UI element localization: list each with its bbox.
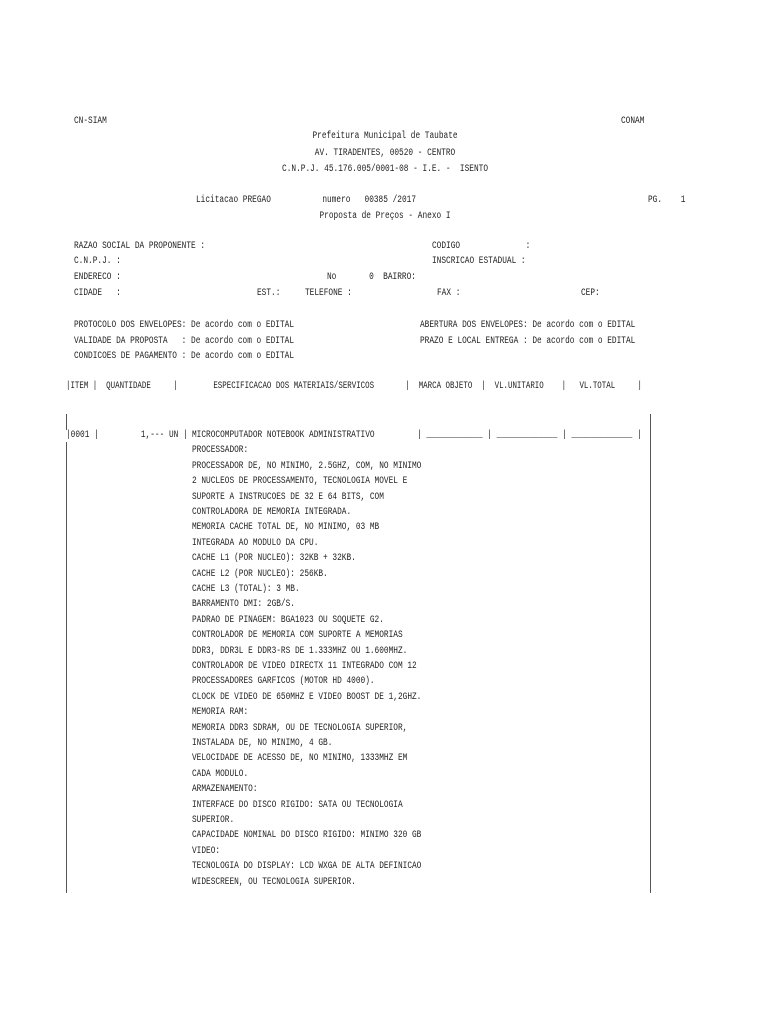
description-line: VELOCIDADE DE ACESSO DE, NO MINIMO, 1333MHZ EM [192, 753, 408, 765]
description-line: CLOCK DE VIDEO DE 650MHZ E VIDEO BOOST DE 1,2GHZ. [192, 691, 422, 703]
description-line: MEMORIA CACHE TOTAL DE, NO MINIMO, 03 MB [192, 522, 380, 534]
abertura-line: ABERTURA DOS ENVELOPES: De acordo com o EDITAL [420, 320, 636, 331]
fax-label: FAX : [437, 288, 461, 299]
validade-line: VALIDADE DA PROPOSTA : De acordo com o EDITAL [74, 336, 294, 347]
numero-bairro-label: No 0 BAIRRO: [327, 272, 416, 283]
organization-address: AV. TIRADENTES, 00520 - CENTRO [314, 148, 456, 159]
description-line: CADA MODULO. [192, 768, 249, 780]
description-line: INTEGRADA AO MODULO DA CPU. [192, 537, 319, 549]
description-line: VIDEO: [192, 845, 221, 857]
endereco-label: ENDERECO : [74, 272, 121, 283]
table-right-border [650, 414, 651, 893]
description-line: CACHE L1 (POR NUCLEO): 32KB + 32KB. [192, 553, 356, 565]
prazo-line: PRAZO E LOCAL ENTREGA : De acordo com o EDITAL [420, 336, 636, 347]
system-name: CN-SIAM [74, 116, 107, 127]
protocolo-line: PROTOCOLO DOS ENVELOPES: De acordo com o EDITAL [74, 320, 294, 331]
description-line: TECNOLOGIA DO DISPLAY: LCD WXGA DE ALTA DEFINICAO [192, 861, 422, 873]
item-number-quantity: |0001 | 1,--- UN | [66, 430, 188, 441]
estado-label: EST.: [257, 288, 281, 299]
description-line: CAPACIDADE NOMINAL DO DISCO RIGIDO: MINIMO 320 GB [192, 830, 422, 842]
cnpj-label: C.N.P.J. : [74, 256, 121, 267]
description-line: ARMAZENAMENTO: [192, 784, 258, 796]
description-line: CACHE L2 (POR NUCLEO): 256KB. [192, 568, 328, 580]
description-line: PROCESSADOR DE, NO MINIMO, 2.5GHZ, COM, NO MINIMO [192, 460, 422, 472]
description-line: CONTROLADORA DE MEMORIA INTEGRADA. [192, 507, 352, 518]
description-line: MICROCOMPUTADOR NOTEBOOK ADMINISTRATIVO [192, 430, 375, 441]
description-line: WIDESCREEN, OU TECNOLOGIA SUPERIOR. [192, 876, 356, 888]
telefone-label: TELEFONE : [305, 288, 352, 299]
razao-social-label: RAZAO SOCIAL DA PROPONENTE : [74, 241, 206, 252]
description-line: CONTROLADOR DE MEMORIA COM SUPORTE A MEMORIAS [192, 630, 403, 642]
description-line: SUPERIOR. [192, 815, 235, 826]
organization-cnpj: C.N.P.J. 45.176.005/0001-08 - I.E. - ISENTO [282, 164, 488, 175]
description-line: MEMORIA DDR3 SDRAM, OU DE TECNOLOGIA SUPERIOR, [192, 722, 408, 734]
cep-label: CEP: [581, 288, 600, 299]
description-line: INSTALADA DE, NO MINIMO, 4 GB. [192, 738, 333, 749]
cidade-label: CIDADE : [74, 288, 121, 299]
pagamento-line: CONDICOES DE PAGAMENTO : De acordo com o EDITAL [74, 351, 294, 362]
table-header-row: |ITEM | QUANTIDADE | ESPECIFICACAO DOS MATERIAIS/SERVICOS | MARCA OBJETO | VL.UNITARIO | VL.TOTAL | [66, 381, 642, 392]
inscricao-label: INSCRICAO ESTADUAL : [432, 256, 526, 267]
description-line: BARRAMENTO DMI: 2GB/S. [192, 599, 295, 611]
description-line: MEMORIA RAM: [192, 707, 249, 719]
description-line: INTERFACE DO DISCO RIGIDO: SATA OU TECNOLOGIA [192, 799, 403, 811]
description-line: PADRAO DE PINAGEM: BGA1023 OU SOQUETE G2. [192, 614, 384, 626]
table-left-border [66, 414, 67, 893]
description-line: SUPORTE A INSTRUCOES DE 32 E 64 BITS, COM [192, 491, 384, 503]
description-line: DDR3, DDR3L E DDR3-RS DE 1.333MHZ OU 1.600MHZ. [192, 645, 408, 657]
description-line: PROCESSADOR: [192, 445, 249, 457]
licitacao-line: Licitacao PREGAO numero 00385 /2017 [196, 195, 416, 206]
page-number: PG. 1 [648, 195, 686, 206]
price-blank-fields: | ____________ | _____________ | _____________ | [417, 430, 642, 441]
description-line: CONTROLADOR DE VIDEO DIRECTX 11 INTEGRADO COM 12 [192, 661, 417, 672]
codigo-label: CODIGO : [432, 241, 531, 252]
description-line: CACHE L3 (TOTAL): 3 MB. [192, 584, 300, 595]
organization-name: Prefeitura Municipal de Taubate [312, 131, 458, 142]
description-line: PROCESSADORES GARFICOS (MOTOR HD 4000). [192, 676, 375, 688]
document-subtitle: Proposta de Preços - Anexo I [319, 211, 451, 222]
description-line: 2 NUCLEOS DE PROCESSAMENTO, TECNOLOGIA MOVEL E [192, 476, 408, 488]
system-code: CONAM [621, 116, 645, 127]
